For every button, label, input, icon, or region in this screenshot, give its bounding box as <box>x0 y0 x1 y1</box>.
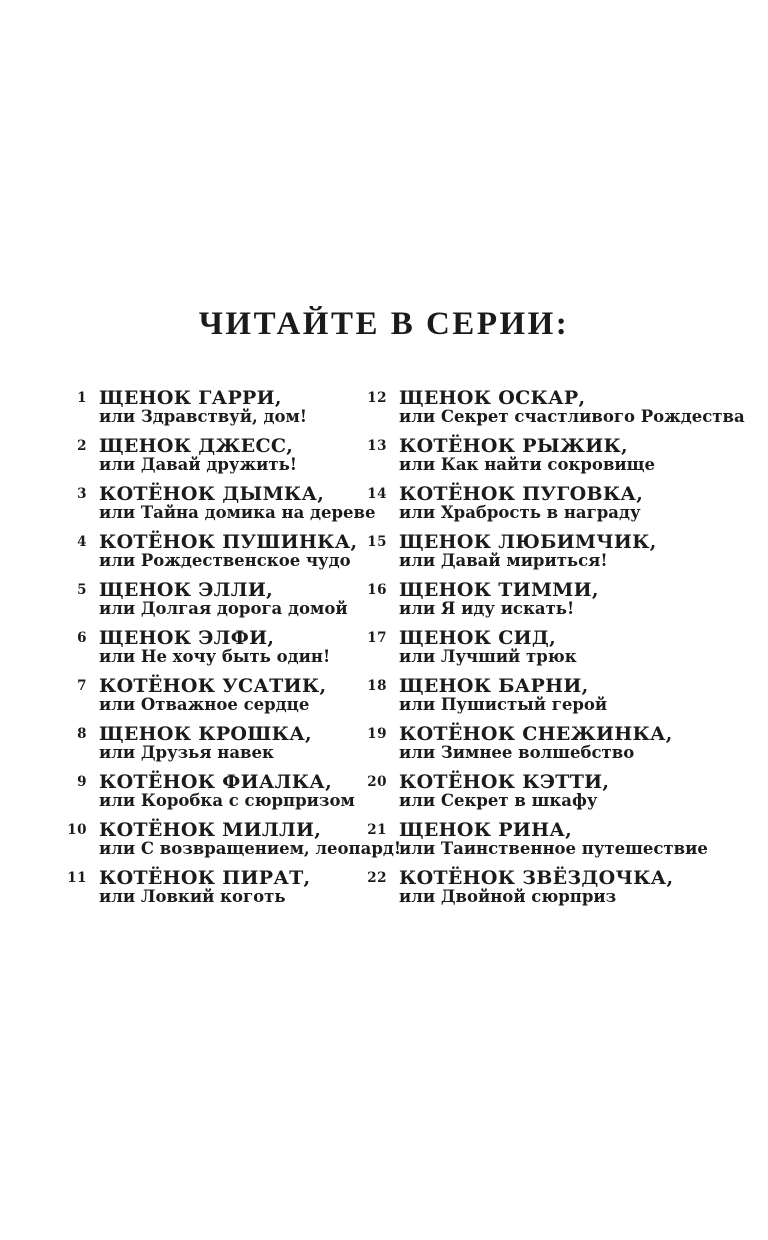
entry-book-subtitle: или Секрет в шкафу <box>399 791 598 810</box>
entry-text <box>399 484 643 522</box>
entry-number: 17 <box>367 630 387 646</box>
entry-book-subtitle: или Зимнее волшебство <box>399 743 635 762</box>
entry-text <box>99 676 326 714</box>
series-list <box>0 388 768 916</box>
entry-book-subtitle: или Храбрость в награду <box>399 503 641 522</box>
entry-number: 12 <box>367 390 387 406</box>
series-entry <box>361 484 708 522</box>
series-entry <box>361 532 708 570</box>
entry-book-title: КОТЁНОК ДЫМКА, <box>99 483 325 505</box>
entry-text <box>99 484 376 522</box>
entry-number: 11 <box>67 870 87 886</box>
entry-number: 6 <box>77 630 87 646</box>
entry-book-subtitle: или Отважное сердце <box>99 695 310 714</box>
entry-text <box>99 772 355 810</box>
entry-book-subtitle: или Я иду искать! <box>399 599 575 618</box>
entry-book-title: КОТЁНОК ПИРАТ, <box>99 867 311 889</box>
series-entry <box>361 387 745 426</box>
entry-number: 15 <box>367 534 387 550</box>
entry-text <box>99 820 401 858</box>
entry-book-title: ЩЕНОК КРОШКА, <box>99 723 312 745</box>
entry-book-title: КОТЁНОК СНЕЖИНКА, <box>399 723 673 745</box>
series-entry <box>61 724 361 762</box>
series-entry <box>61 676 361 714</box>
entry-book-title: ЩЕНОК ЭЛЛИ, <box>99 579 274 601</box>
entry-book-title: ЩЕНОК РИНА, <box>399 819 573 841</box>
entry-number: 1 <box>77 390 87 406</box>
entry-text <box>99 628 330 666</box>
series-entry <box>361 436 708 474</box>
entry-number: 21 <box>367 822 387 838</box>
entry-number: 19 <box>367 726 387 742</box>
series-entry <box>361 868 708 906</box>
entry-number: 3 <box>77 486 87 502</box>
entry-number: 18 <box>367 678 387 694</box>
entry-book-subtitle: или Здравствуй, дом! <box>99 407 308 426</box>
entry-number: 9 <box>77 774 87 790</box>
series-entry <box>361 820 708 858</box>
entry-book-subtitle: или Двойной сюрприз <box>399 887 617 906</box>
entry-book-subtitle: или Коробка с сюрпризом <box>99 791 355 810</box>
entry-text <box>399 532 657 570</box>
entry-book-subtitle: или Рождественское чудо <box>99 551 351 570</box>
entry-text <box>399 628 577 666</box>
series-entry <box>61 580 361 618</box>
entry-book-subtitle: или Ловкий коготь <box>99 887 286 906</box>
entry-number: 5 <box>77 582 87 598</box>
series-entry <box>361 580 708 618</box>
series-entry <box>61 483 376 522</box>
entry-text <box>399 820 708 858</box>
entry-book-title: КОТЁНОК МИЛЛИ, <box>99 819 322 841</box>
series-entry <box>61 388 361 426</box>
series-list-column-right <box>361 387 745 916</box>
entry-number: 10 <box>67 822 87 838</box>
entry-number: 2 <box>77 438 87 454</box>
series-title: ЧИТАЙТЕ В СЕРИИ: <box>198 306 570 342</box>
entry-text <box>99 580 348 618</box>
entry-text <box>399 724 673 762</box>
entry-book-title: ЩЕНОК ГАРРИ, <box>99 387 282 409</box>
entry-text <box>99 724 312 762</box>
entry-book-subtitle: или Не хочу быть один! <box>99 647 331 666</box>
entry-book-subtitle: или Давай мириться! <box>399 551 608 570</box>
entry-number: 13 <box>367 438 387 454</box>
series-entry <box>61 436 361 474</box>
entry-text <box>99 388 307 426</box>
entry-number: 16 <box>367 582 387 598</box>
entry-book-subtitle: или Секрет счастливого Рождества <box>399 407 745 426</box>
entry-book-title: КОТЁНОК КЭТТИ, <box>399 771 610 793</box>
entry-text <box>399 388 745 426</box>
entry-text <box>399 436 655 474</box>
entry-book-title: КОТЁНОК ЗВЁЗДОЧКА, <box>399 867 674 889</box>
entry-text <box>399 772 609 810</box>
entry-book-title: КОТЁНОК УСАТИК, <box>99 675 327 697</box>
entry-book-title: КОТЁНОК ПУГОВКА, <box>399 483 644 505</box>
entry-book-subtitle: или С возвращением, леопард! <box>99 839 402 858</box>
entry-number: 7 <box>77 678 87 694</box>
series-entry <box>361 676 708 714</box>
entry-text <box>399 868 673 906</box>
entry-book-title: ЩЕНОК ТИММИ, <box>399 579 599 601</box>
entry-book-title: ЩЕНОК ОСКАР, <box>399 387 586 409</box>
entry-text <box>399 580 599 618</box>
entry-book-subtitle: или Как найти сокровище <box>399 455 655 474</box>
entry-text <box>99 436 297 474</box>
entry-book-subtitle: или Лучший трюк <box>399 647 577 666</box>
entry-book-subtitle: или Друзья навек <box>99 743 274 762</box>
entry-number: 8 <box>77 726 87 742</box>
entry-book-title: ЩЕНОК БАРНИ, <box>399 675 589 697</box>
entry-book-title: КОТЁНОК ПУШИНКА, <box>99 531 358 553</box>
entry-book-title: КОТЁНОК ФИАЛКА, <box>99 771 332 793</box>
entry-number: 22 <box>367 870 387 886</box>
entry-number: 14 <box>367 486 387 502</box>
entry-book-title: ЩЕНОК ДЖЕСС, <box>99 435 294 457</box>
entry-text <box>99 532 357 570</box>
entry-book-subtitle: или Тайна домика на дереве <box>99 503 376 522</box>
series-entry <box>61 772 361 810</box>
series-entry <box>61 532 361 570</box>
entry-book-title: ЩЕНОК ЛЮБИМЧИК, <box>399 531 657 553</box>
series-entry <box>361 628 708 666</box>
entry-book-subtitle: или Таинственное путешествие <box>399 839 708 858</box>
series-entry <box>361 724 708 762</box>
entry-book-title: КОТЁНОК РЫЖИК, <box>399 435 628 457</box>
series-entry <box>61 868 361 906</box>
entry-book-subtitle: или Долгая дорога домой <box>99 599 348 618</box>
entry-number: 4 <box>77 534 87 550</box>
entry-book-subtitle: или Пушистый герой <box>399 695 608 714</box>
entry-text <box>399 676 607 714</box>
entry-text <box>99 868 310 906</box>
entry-book-title: ЩЕНОК СИД, <box>399 627 557 649</box>
series-entry <box>61 628 361 666</box>
entry-number: 20 <box>367 774 387 790</box>
series-entry <box>361 772 708 810</box>
entry-book-title: ЩЕНОК ЭЛФИ, <box>99 627 275 649</box>
entry-book-subtitle: или Давай дружить! <box>99 455 298 474</box>
